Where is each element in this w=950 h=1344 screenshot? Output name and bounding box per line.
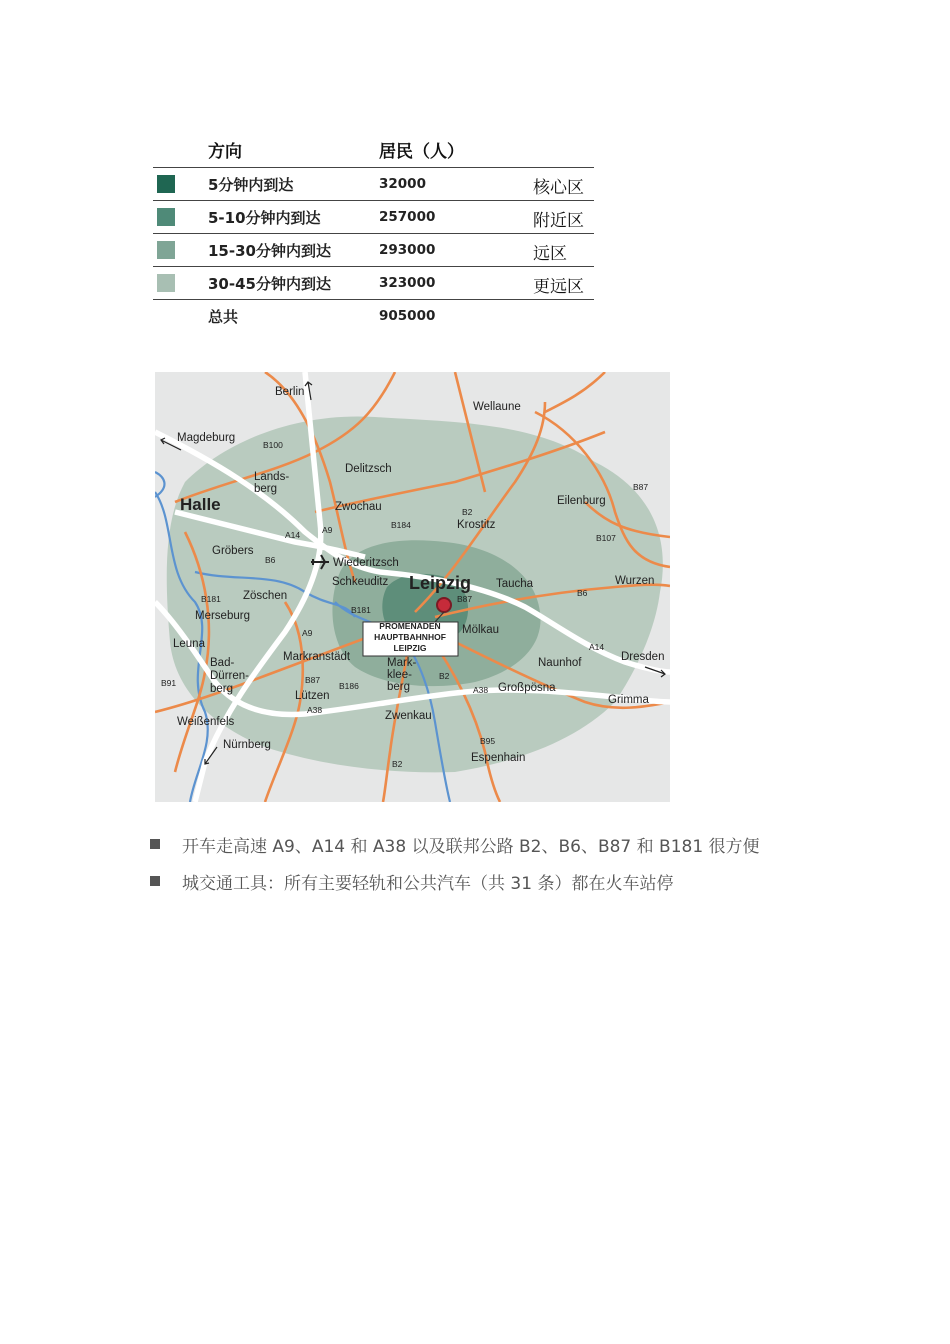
table-row: [153, 233, 594, 266]
map-label: B181: [351, 605, 371, 615]
map-label: A14: [285, 530, 301, 540]
map-label: B6: [577, 588, 588, 598]
map-label: Leuna: [173, 638, 205, 650]
header-residents: 居民（人）: [379, 142, 464, 162]
map-label: A38: [473, 685, 489, 695]
map-label: Schkeuditz: [332, 576, 389, 588]
map-label: Zwochau: [335, 501, 382, 513]
map-label: Großpösna: [498, 682, 556, 694]
table-row: [153, 266, 594, 299]
row-direction: 5分钟内到达: [208, 176, 294, 194]
map-label: Dresden: [621, 651, 665, 663]
map-label: B184: [391, 520, 411, 530]
map-label: Nürnberg: [223, 739, 271, 751]
map-label: Merseburg: [195, 610, 250, 622]
map-label: A9: [322, 525, 333, 535]
map-label: B186: [339, 681, 359, 691]
color-swatch: [157, 208, 175, 226]
map-label: klee-: [387, 669, 412, 681]
map-label: LEIPZIG: [393, 643, 427, 653]
color-swatch: [157, 241, 175, 259]
map-label: berg: [387, 681, 411, 693]
row-zone: 核心区: [533, 178, 584, 198]
map-label: Naunhof: [538, 657, 582, 669]
leipzig-region-map: [155, 372, 670, 802]
row-residents: 257000: [379, 209, 436, 225]
map-label: Bad-: [210, 657, 235, 669]
bullet-text: 开车走高速 A9、A14 和 A38 以及联邦公路 B2、B6、B87 和 B181 很方便: [182, 837, 760, 857]
map-label: berg: [210, 683, 234, 695]
table-row: [153, 167, 594, 200]
table-total-row: [153, 299, 594, 332]
map-label: Grimma: [608, 694, 649, 706]
map-label: Halle: [180, 495, 221, 514]
total-label: 总共: [208, 308, 239, 326]
row-residents: 323000: [379, 275, 436, 291]
map-label: B95: [480, 736, 496, 746]
map-label: B87: [633, 482, 649, 492]
row-direction: 30-45分钟内到达: [208, 275, 331, 293]
map-label: B87: [457, 594, 473, 604]
row-direction: 15-30分钟内到达: [208, 242, 331, 260]
row-zone: 远区: [533, 244, 567, 264]
map-label: HAUPTBAHNHOF: [374, 632, 446, 642]
map-label: Taucha: [496, 578, 534, 590]
total-residents: 905000: [379, 308, 436, 324]
map-label: B91: [161, 678, 177, 688]
map-label: PROMENADEN: [379, 621, 441, 631]
row-zone: 附近区: [533, 211, 584, 231]
map-label: berg: [254, 483, 278, 495]
map-label: Leipzig: [409, 573, 471, 593]
leipzig-station-marker: [437, 598, 451, 612]
header-direction: 方向: [208, 142, 242, 162]
map-label: Zwenkau: [385, 710, 432, 722]
table-row: [153, 200, 594, 233]
row-residents: 293000: [379, 242, 436, 258]
map-label: B107: [596, 533, 616, 543]
map-label: Wiederitzsch: [333, 557, 399, 569]
map-label: Gröbers: [212, 545, 254, 557]
map-label: Weißenfels: [177, 716, 235, 728]
map-label: Krostitz: [457, 519, 496, 531]
map-label: Markranstädt: [283, 651, 351, 663]
row-direction: 5-10分钟内到达: [208, 209, 321, 227]
map-label: Wellaune: [473, 401, 521, 413]
map-label: Mark-: [387, 657, 417, 669]
bullet-square-icon: [150, 876, 160, 886]
map-label: A9: [302, 628, 313, 638]
map-label: B181: [201, 594, 221, 604]
bullet-text: 城交通工具：所有主要轻轨和公共汽车（共 31 条）都在火车站停: [182, 874, 674, 894]
map-label: B100: [263, 440, 283, 450]
map-label: B87: [305, 675, 321, 685]
map-label: Berlin: [275, 386, 305, 398]
map-label: Eilenburg: [557, 495, 606, 507]
table-header: [153, 133, 594, 167]
color-swatch: [157, 274, 175, 292]
map-label: B2: [439, 671, 450, 681]
map-label: Delitzsch: [345, 463, 392, 475]
bullet-square-icon: [150, 839, 160, 849]
map-label: Mölkau: [462, 624, 500, 636]
map-label: B2: [462, 507, 473, 517]
color-swatch: [157, 175, 175, 193]
map-label: Wurzen: [615, 575, 655, 587]
map-label: Dürren-: [210, 670, 249, 682]
map-label: A14: [589, 642, 605, 652]
map-label: B6: [265, 555, 276, 565]
row-residents: 32000: [379, 176, 426, 192]
map-label: Zöschen: [243, 590, 288, 602]
map-label: Espenhain: [471, 752, 526, 764]
row-zone: 更远区: [533, 277, 584, 297]
population-table: [153, 133, 594, 332]
map-label: Magdeburg: [177, 432, 236, 444]
map-label: Lützen: [295, 690, 330, 702]
map-label: B2: [392, 759, 403, 769]
map-label: A38: [307, 705, 323, 715]
map-label: Lands-: [254, 471, 290, 483]
